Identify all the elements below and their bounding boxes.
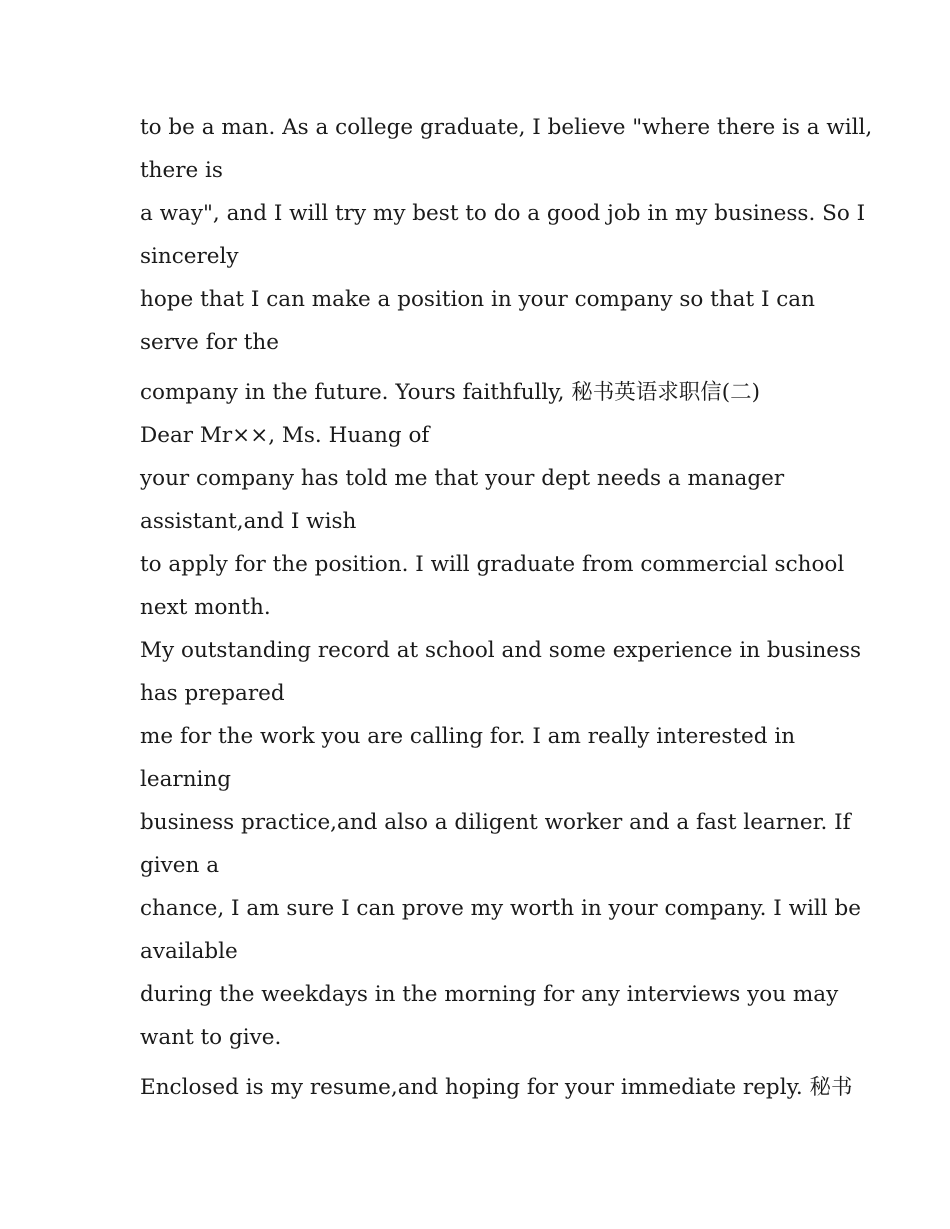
text-line: My outstanding record at school and some experience in business	[140, 638, 862, 663]
text-line: there is	[140, 158, 223, 183]
text-line: a way", and I will try my best to do a good job in my business. So I	[140, 201, 866, 226]
text-line: sincerely	[140, 244, 239, 269]
text-line: me for the work you are calling for. I am really interested in	[140, 724, 796, 749]
text-line: next month.	[140, 595, 271, 620]
text-line: Enclosed is my resume,and hoping for your immediate reply. 秘书	[140, 1075, 853, 1100]
text-line: to apply for the position. I will graduate from commercial school	[140, 552, 845, 577]
text-line: want to give.	[140, 1025, 282, 1050]
text-line: given a	[140, 853, 220, 878]
text-line: available	[140, 939, 238, 964]
text-line: your company has told me that your dept needs a manager	[140, 466, 785, 491]
text-line: chance, I am sure I can prove my worth in your company. I will be	[140, 896, 861, 921]
text-line: assistant,and I wish	[140, 509, 357, 534]
text-line: during the weekdays in the morning for any interviews you may	[140, 982, 839, 1007]
text-line: to be a man. As a college graduate, I believe "where there is a will,	[140, 115, 873, 140]
text-line: hope that I can make a position in your company so that I can	[140, 287, 815, 312]
letter-body	[140, 106, 873, 1109]
text-line: has prepared	[140, 681, 285, 706]
text-line: Dear Mr××, Ms. Huang of	[140, 423, 430, 448]
text-line: learning	[140, 767, 232, 792]
text-line: serve for the	[140, 330, 279, 355]
text-line: company in the future. Yours faithfully, 秘书英语求职信(二)	[140, 380, 761, 405]
text-line: business practice,and also a diligent worker and a fast learner. If	[140, 810, 851, 835]
